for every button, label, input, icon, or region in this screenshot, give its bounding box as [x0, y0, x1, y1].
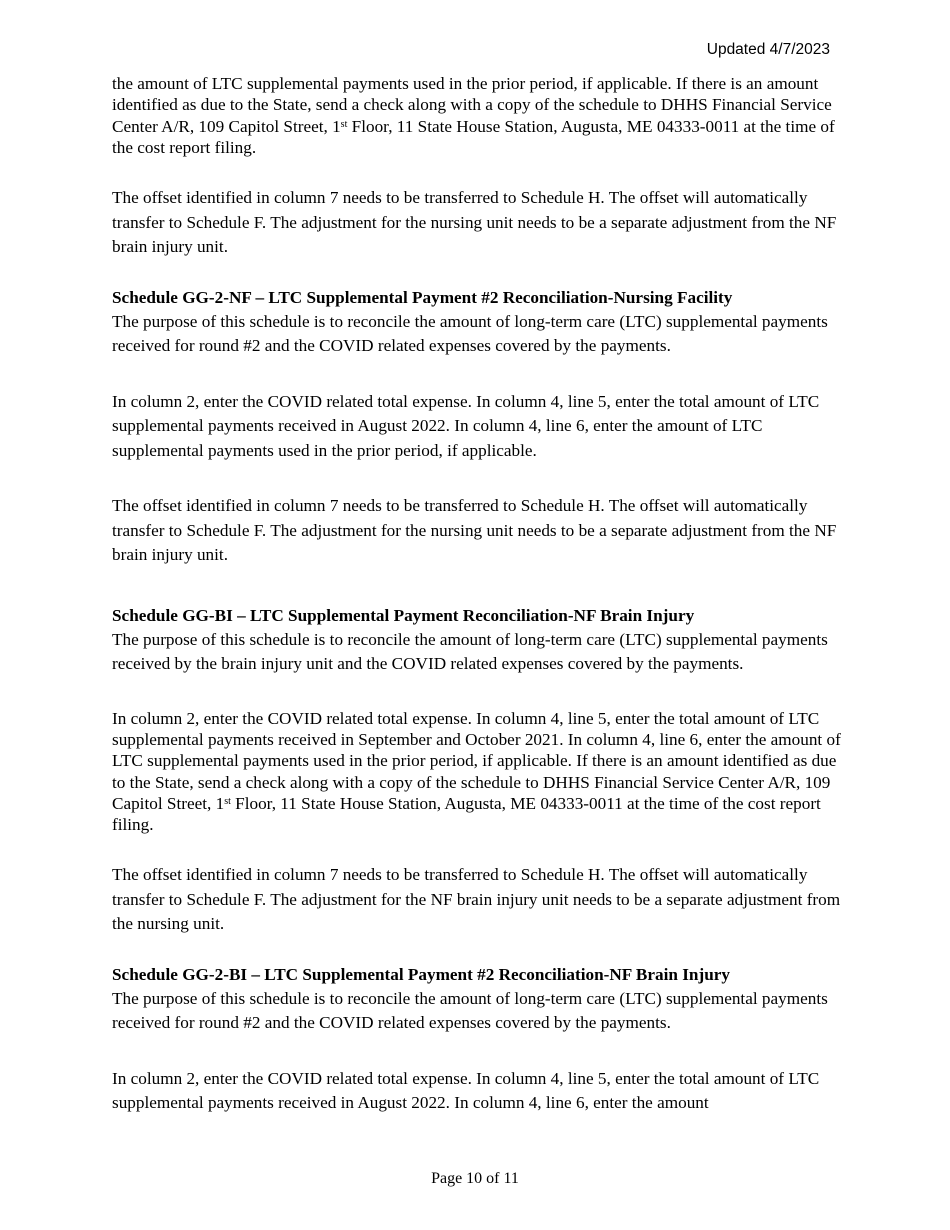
updated-date: Updated 4/7/2023: [706, 41, 830, 58]
page-number: Page 10 of 11: [431, 1170, 519, 1187]
heading-gg-bi: Schedule GG-BI – LTC Supplemental Payment Reconciliation-NF Brain Injury: [112, 605, 695, 625]
heading-gg-2-nf: Schedule GG-2-NF – LTC Supplemental Payment #2 Reconciliation-Nursing Facility: [112, 287, 733, 307]
document-body: [112, 73, 852, 1116]
paragraph-purpose-gg-2-nf: The purpose of this schedule is to reconcile the amount of long-term care (LTC) supplemental payments received for round #2 and the COVID related expenses covered by the payments.: [112, 311, 828, 356]
paragraph-column-instructions-gg-2-nf: In column 2, enter the COVID related total expense. In column 4, line 5, enter the total amount of LTC supplemental payments received in August 2022. In column 4, line 6, enter the amount of LTC supplemental payments used in the prior period, if applicable.: [112, 391, 820, 460]
paragraph-prior-period: the amount of LTC supplemental payments used in the prior period, if applicable. If there is an amount identified as due to the State, send a check along with a copy of the schedule to DHHS Financial Service Center A/R, 109 Capitol Street, 1st Floor, 11 State House Station, Augusta, ME 04333-0011 at the time of the cost report filing.: [112, 74, 835, 157]
paragraph-offset-nursing: The offset identified in column 7 needs to be transferred to Schedule H. The offset will automatically transfer to Schedule F. The adjustment for the nursing unit needs to be a separate adjustment from the NF brain injury unit.: [112, 188, 837, 257]
paragraph-offset-gg-2-nf: The offset identified in column 7 needs to be transferred to Schedule H. The offset will automatically transfer to Schedule F. The adjustment for the nursing unit needs to be a separate adjustment from the NF brain injury unit.: [112, 496, 837, 565]
paragraph-column-instructions-gg-2-bi: In column 2, enter the COVID related total expense. In column 4, line 5, enter the total amount of LTC supplemental payments received in August 2022. In column 4, line 6, enter the amount: [112, 1068, 820, 1113]
heading-gg-2-bi: Schedule GG-2-BI – LTC Supplemental Payment #2 Reconciliation-NF Brain Injury: [112, 964, 730, 984]
paragraph-purpose-gg-bi: The purpose of this schedule is to reconcile the amount of long-term care (LTC) supplemental payments received by the brain injury unit and the COVID related expenses covered by the payments.: [112, 629, 828, 674]
paragraph-purpose-gg-2-bi: The purpose of this schedule is to reconcile the amount of long-term care (LTC) supplemental payments received for round #2 and the COVID related expenses covered by the payments.: [112, 988, 828, 1033]
paragraph-column-instructions-gg-bi: In column 2, enter the COVID related total expense. In column 4, line 5, enter the total amount of LTC supplemental payments received in September and October 2021. In column 4, line 6, enter the amount of LTC supplemental payments used in the prior period, if applicable. If there is an amount identified as due to the State, send a check along with a copy of the schedule to DHHS Financial Service Center A/R, 109 Capitol Street, 1st Floor, 11 State House Station, Augusta, ME 04333-0011 at the time of the cost report filing.: [112, 708, 841, 835]
paragraph-offset-gg-bi: The offset identified in column 7 needs to be transferred to Schedule H. The offset will automatically transfer to Schedule F. The adjustment for the NF brain injury unit needs to be a separate adjustment from the nursing unit.: [112, 865, 841, 934]
